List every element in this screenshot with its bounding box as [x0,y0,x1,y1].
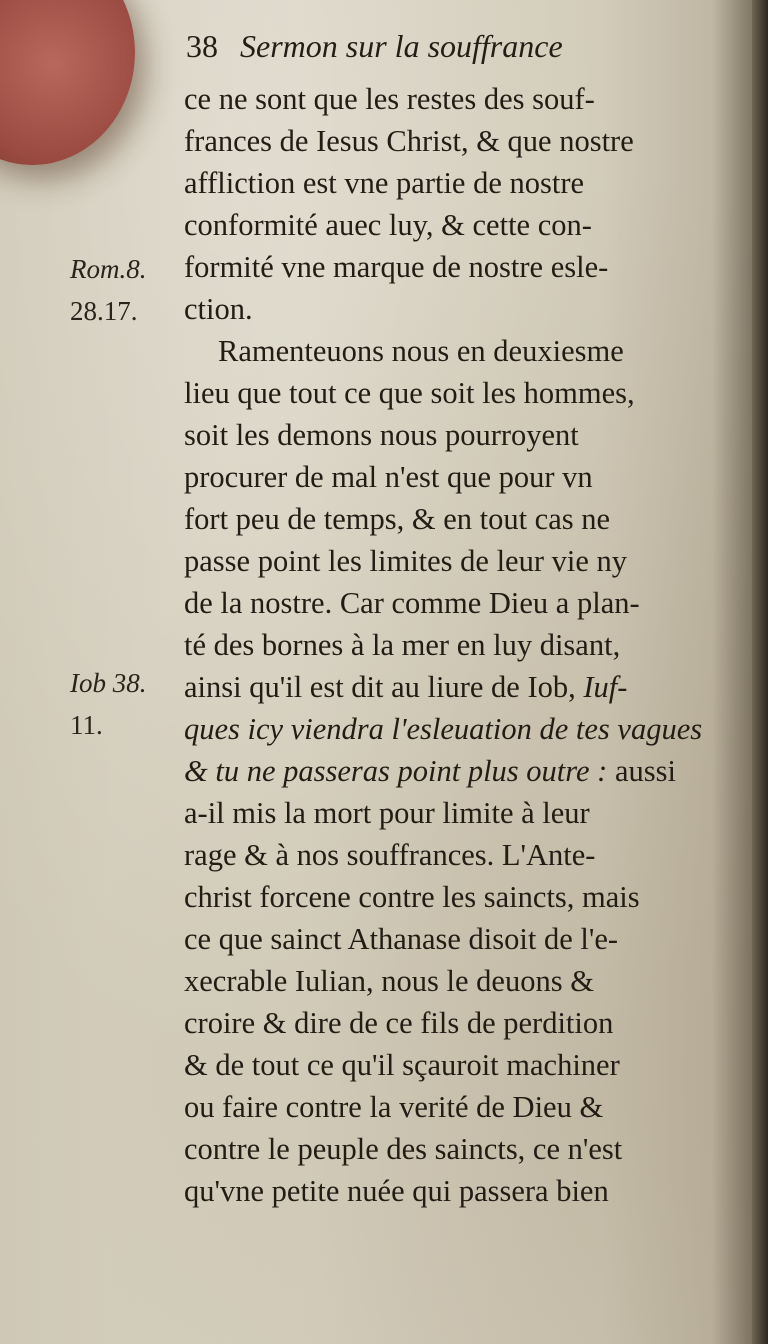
text-line: a-il mis la mort pour limite à leur [184,796,590,830]
text-line: ques icy viendra l'esleuation de tes vagues [184,712,703,746]
text-line: conformité auec luy, & cette con- [184,208,592,242]
text-line-italic: Iuf- [583,670,628,704]
text-line-roman: ainsi qu'il est dit au liure de Iob, [184,670,584,704]
text-line: croire & dire de ce fils de perdition [184,1006,614,1040]
margin-note-job-line-1: Iob 38. [70,668,147,698]
text-line: christ forcene contre les saincts, mais [184,880,640,914]
text-line-roman: aussi [614,754,676,788]
thumb-in-frame [0,0,135,165]
book-edge [752,0,768,1344]
text-line: affliction est vne partie de nostre [184,166,585,200]
page-edge-shadow [712,0,752,1344]
margin-note-job-line-2: 11. [70,710,103,740]
text-line: de la nostre. Car comme Dieu a plan- [184,586,640,620]
page-number: 38 [186,28,218,64]
text-line: soit les demons nous pourroyent [184,418,579,452]
text-line: ce que sainct Athanase disoit de l'e- [184,922,619,956]
margin-note-romans-line-2: 28.17. [70,296,138,326]
text-line: rage & à nos souffrances. L'Ante- [184,838,596,872]
margin-note-job [70,662,147,746]
text-line: Ramenteuons nous en deuxiesme [218,334,624,368]
text-line: formité vne marque de nostre esle- [184,250,609,284]
margin-note-romans-line-1: Rom.8. [70,254,147,284]
text-line: ou faire contre la verité de Dieu & [184,1090,604,1124]
text-line [184,666,744,708]
text-line: passe point les limites de leur vie ny [184,544,628,578]
text-line-italic: & tu ne passeras point plus outre : [184,754,615,788]
margin-note-romans [70,248,147,332]
text-line: xecrable Iulian, nous le deuons & [184,964,594,998]
text-line: & de tout ce qu'il sçauroit machiner [184,1048,620,1082]
text-line: ce ne sont que les restes des souf- [184,82,595,116]
text-line: qu'vne petite nuée qui passera bien [184,1174,609,1208]
text-line: fort peu de temps, & en tout cas ne [184,502,611,536]
text-line [184,750,744,792]
body-text [184,78,744,1212]
text-line: lieu que tout ce que soit les hommes, [184,376,635,410]
running-title: Sermon sur la souffrance [240,28,563,64]
text-line: frances de Iesus Christ, & que nostre [184,124,634,158]
text-line: contre le peuple des saincts, ce n'est [184,1132,623,1166]
text-line: procurer de mal n'est que pour vn [184,460,593,494]
page-header [186,28,563,65]
text-line: ction. [184,292,253,326]
text-line: té des bornes à la mer en luy disant, [184,628,621,662]
